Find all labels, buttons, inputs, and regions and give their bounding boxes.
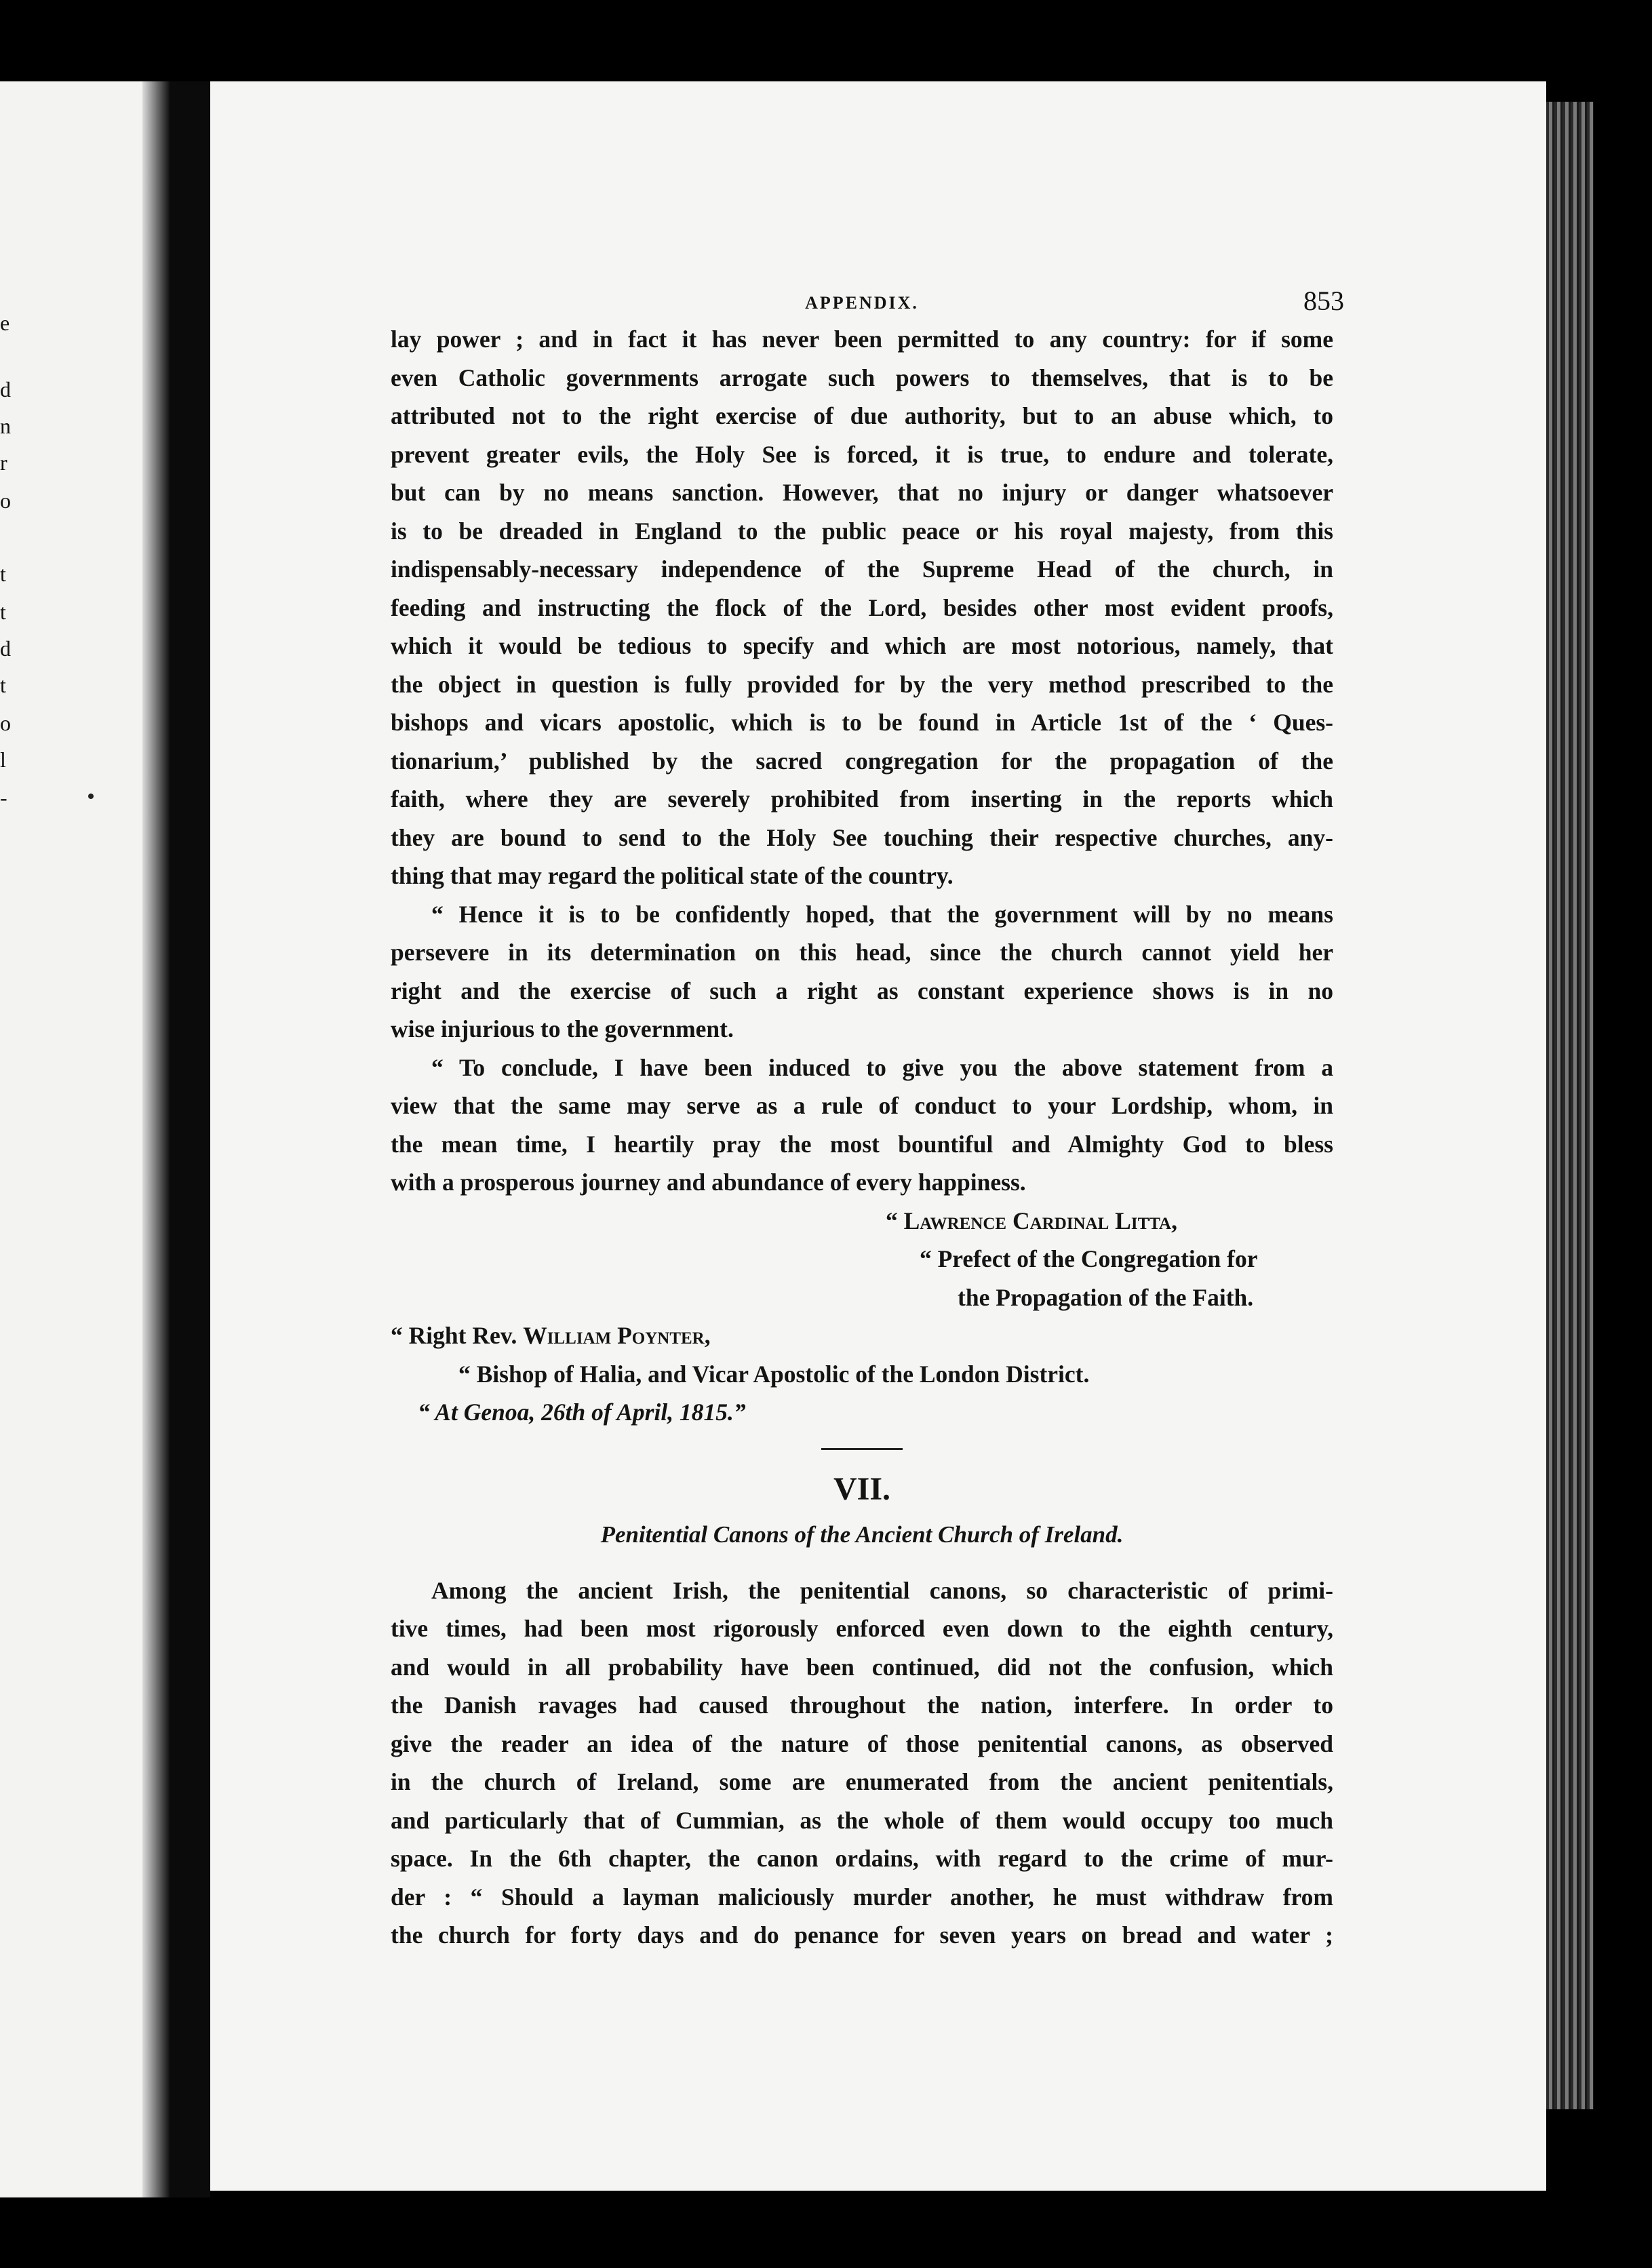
text-line: lay power ; and in fact it has never been permitted to any country: for if some [391,326,1333,353]
text-line: attributed not to the right exercise of due authority, but to an abuse which, to [391,402,1333,429]
text-line: the object in question is fully provided for by the very method prescribed to the [391,670,1333,698]
section-divider [821,1448,903,1450]
text-line: der : “ Should a layman maliciously murder another, he must withdraw from [391,1883,1333,1911]
text-line: which it would be tedious to specify and which are most notorious, namely, that [391,632,1333,659]
signature-title-1: “ Prefect of the Congregation for [920,1245,1258,1272]
addressee-title: “ Bishop of Halia, and Vicar Apostolic of the London District. [458,1360,1090,1388]
left-letter: o [0,488,11,513]
text-line: view that the same may serve as a rule of conduct to your Lordship, whom, in [391,1092,1333,1119]
left-page-fragment [0,81,170,2197]
left-letter: d [0,377,11,402]
text-line: prevent greater evils, the Holy See is forced, it is true, to endure and tolerate, [391,440,1333,468]
text-line: the church for forty days and do penance for seven years on bread and water ; [391,1921,1333,1949]
letter-date: “ At Genoa, 26th of April, 1815.” [418,1399,746,1426]
text-line: “ Hence it is to be confidently hoped, that the government will by no means [431,900,1333,928]
text-line: is to be dreaded in England to the public peace or his royal majesty, from this [391,517,1333,545]
running-title: APPENDIX. [805,293,919,313]
text-line: but can by no means sanction. However, that no injury or danger whatsoever [391,479,1333,506]
text-line: the Danish ravages had caused throughout the nation, interfere. In order to [391,1692,1333,1719]
text-line: indispensably-necessary independence of the Supreme Head of the church, in [391,555,1333,583]
left-letter: o [0,711,11,735]
signature-title-2: the Propagation of the Faith. [958,1283,1254,1311]
text-line: tionarium,’ published by the sacred congregation for the propagation of the [391,747,1333,775]
left-letter: l [0,747,6,772]
text-line: tive times, had been most rigorously enforced even down to the eighth century, [391,1615,1333,1642]
text-line: Among the ancient Irish, the penitential canons, so characteristic of primi- [431,1576,1333,1604]
signature-name-text: Lawrence Cardinal Litta, [903,1207,1177,1234]
ink-speck [88,794,94,799]
page-edges [1546,102,1594,2109]
text-line: right and the exercise of such a right as constant experience shows is in no [391,977,1333,1004]
text-line: faith, where they are severely prohibited from inserting in the reports which [391,785,1333,813]
text-line: space. In the 6th chapter, the canon ordains, with regard to the crime of mur- [391,1845,1333,1872]
left-letter: r [0,450,7,475]
text-line: with a prosperous journey and abundance of every happiness. [391,1169,1026,1196]
book-spine [170,81,210,2197]
text-line: feeding and instructing the flock of the Lord, besides other most evident proofs, [391,593,1333,621]
left-letter: d [0,636,11,661]
section-number: VII. [833,1470,891,1507]
text-line: the mean time, I heartily pray the most bountiful and Almighty God to bless [391,1130,1333,1158]
section-title: Penitential Canons of the Ancient Church of Ireland. [600,1521,1124,1548]
paragraph-2 [391,895,1333,1049]
text-line: and would in all probability have been continued, did not the confusion, which [391,1653,1333,1681]
running-head [391,279,1344,320]
text-line: thing that may regard the political state of the country. [391,862,953,889]
left-letter: t [0,600,6,624]
page-number: 853 [1303,286,1344,316]
left-letter: e [0,311,10,335]
left-letter: n [0,414,11,438]
left-letter: t [0,673,6,697]
signature-quote: “ [886,1207,904,1234]
text-line: “ To conclude, I have been induced to give you the above statement from a [431,1053,1333,1081]
left-letter: - [0,785,7,810]
text-line: bishops and vicars apostolic, which is to be found in Article 1st of the ‘ Ques- [391,709,1333,736]
text-line: wise injurious to the government. [391,1015,734,1042]
text-line: in the church of Ireland, some are enumerated from the ancient penitentials, [391,1768,1333,1795]
text-line: and particularly that of Cummian, as the whole of them would occupy too much [391,1806,1333,1834]
gutter-shadow [142,81,170,2197]
addressee-prefix: “ Right Rev. [391,1322,524,1349]
paragraph-4 [391,1571,1333,1955]
paragraph-3 [391,1049,1333,1202]
text-line: persevere in its determination on this head, since the church cannot yield her [391,939,1333,966]
paragraph-1 [391,320,1333,895]
addressee-name [391,1316,1333,1355]
signature-name [391,1202,1333,1240]
left-letter: t [0,562,6,586]
text-line: give the reader an idea of the nature of those penitential canons, as observed [391,1729,1333,1757]
addressee-name-text: William Poynter, [523,1322,711,1349]
text-line: they are bound to send to the Holy See touching their respective churches, any- [391,823,1333,851]
text-line: even Catholic governments arrogate such powers to themselves, that is to be [391,364,1333,391]
page-content [391,279,1344,1955]
book-page [210,81,1546,2191]
